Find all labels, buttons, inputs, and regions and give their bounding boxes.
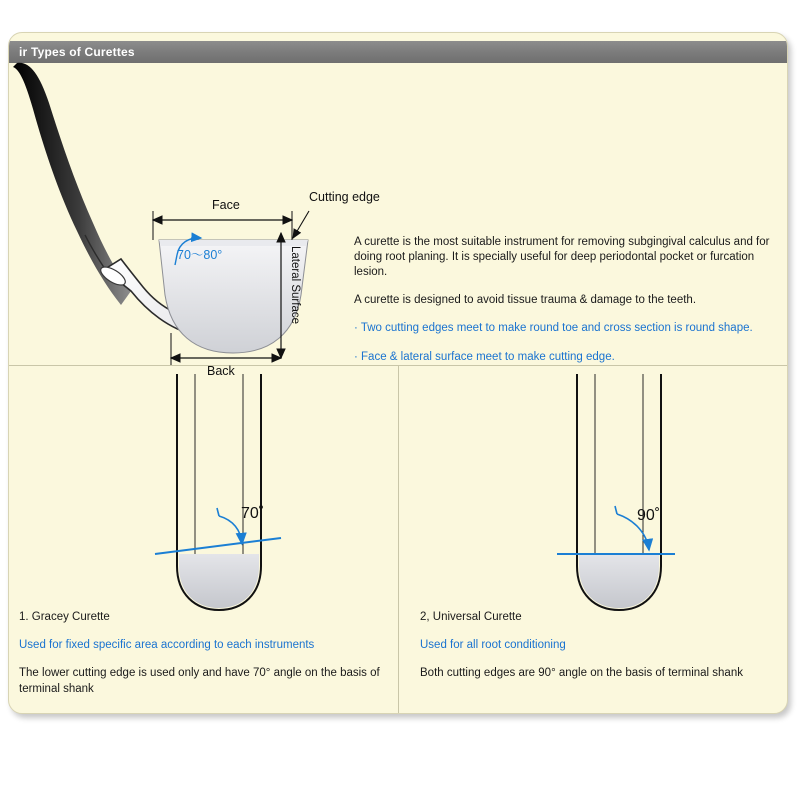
- label-angle-range: 70〜80°: [177, 248, 223, 262]
- description-bullet-1: · Two cutting edges meet to make round toe and cross section is round shape.: [354, 322, 753, 334]
- label-face: Face: [212, 198, 240, 212]
- diagram-card: [8, 32, 788, 714]
- label-back: Back: [207, 364, 235, 378]
- cutting-edge-leader: [293, 211, 309, 238]
- window-title: ir Types of Curettes: [19, 45, 135, 59]
- panel-2-title: 2, Universal Curette: [420, 611, 522, 623]
- face-dimension-line: [153, 211, 292, 240]
- description-paragraph-2: A curette is designed to avoid tissue trauma & damage to the teeth.: [354, 294, 697, 306]
- description-bullet-2: · Face & lateral surface meet to make cutting edge.: [354, 351, 615, 363]
- panel-2-body: Both cutting edges are 90° angle on the basis of terminal shank: [420, 667, 743, 679]
- label-universal-angle: 90˚: [637, 507, 661, 524]
- panel-1-title: 1. Gracey Curette: [19, 611, 110, 623]
- gracey-curette-figure: [9, 366, 398, 713]
- panel-1-body: The lower cutting edge is used only and have 70° angle on the basis of terminal shank: [19, 667, 380, 695]
- panel-2-subtitle: Used for all root conditioning: [420, 639, 566, 651]
- label-cutting-edge: Cutting edge: [309, 190, 380, 204]
- panel-1-subtitle: Used for fixed specific area according to each instruments: [19, 639, 315, 651]
- description-paragraph-1: A curette is the most suitable instrument for removing subgingival calculus and for doing root planing. It is specially useful for deep periodontal pocket or furcation lesion.: [354, 236, 770, 278]
- label-lateral-surface: Lateral Surface: [289, 246, 301, 324]
- universal-curette-figure: [399, 366, 788, 713]
- label-gracey-angle: 70˚: [241, 505, 265, 522]
- curette-blade-illustration: [9, 33, 787, 365]
